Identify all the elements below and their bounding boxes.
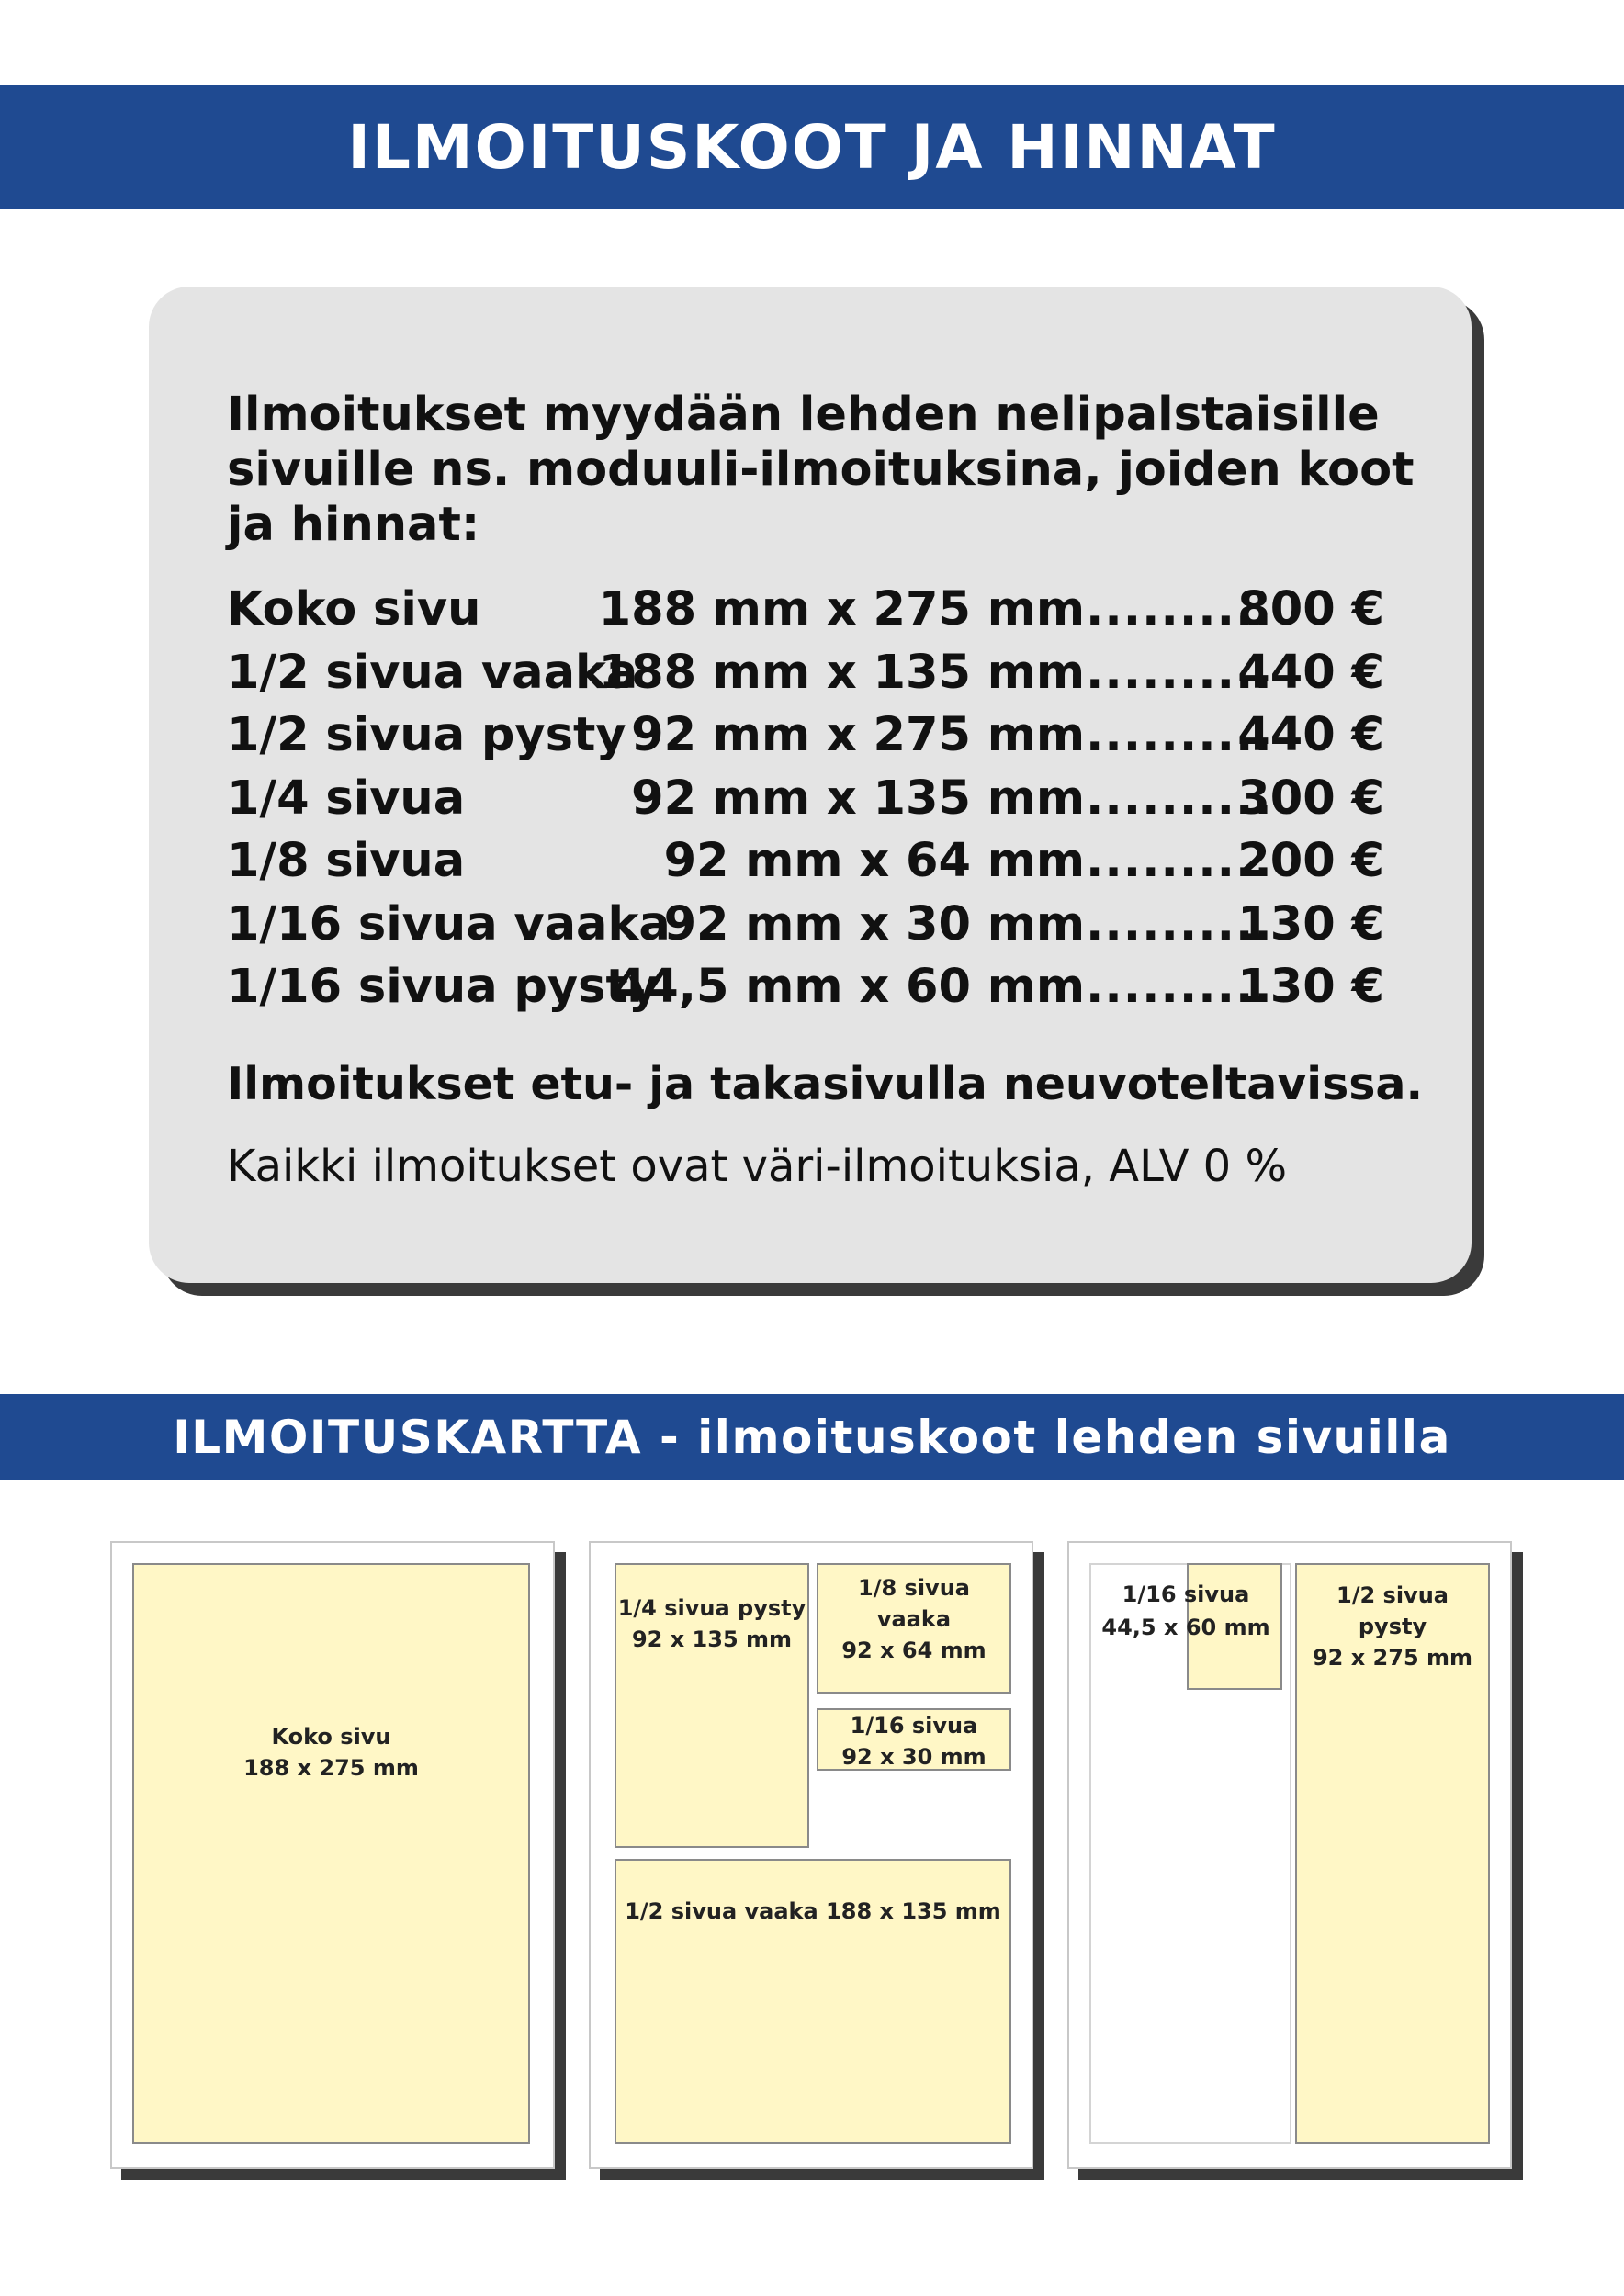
rate-price: 800 € [1237, 582, 1384, 636]
rate-row [227, 704, 1384, 768]
rate-leader: .......... [1086, 645, 1273, 700]
ad-half-horizontal [615, 1859, 1011, 2144]
ad-label: 1/4 sivua pysty [617, 1595, 806, 1621]
rate-price: 440 € [1237, 645, 1384, 700]
rate-size: 92 mm x 64 mm [663, 834, 1085, 888]
ad-size: 44,5 x 60 mm [1101, 1615, 1270, 1640]
ad-half-vertical [1295, 1563, 1490, 2144]
rate-leader: .......... [1086, 708, 1273, 762]
ad-label: 1/2 sivua vaaka 188 x 135 mm [625, 1898, 1001, 1924]
rate-row [227, 768, 1384, 831]
page-layout-mixed [589, 1541, 1033, 2169]
rate-row [227, 830, 1384, 894]
page-layout-full [110, 1541, 555, 2169]
rate-size: 44,5 mm x 60 mm [613, 960, 1085, 1014]
ad-label-2: pysty [1358, 1614, 1427, 1639]
ad-label: Koko sivu [271, 1724, 391, 1750]
intro-text: Ilmoitukset myydään lehden nelipalstaisille sivuille ns. moduuli-ilmoituksina, joiden koot ja hinnat: [227, 388, 1415, 552]
vat-note: Kaikki ilmoitukset ovat väri-ilmoituksia, ALV 0 % [227, 1141, 1288, 1192]
rate-list [227, 579, 1384, 1019]
rate-row [227, 579, 1384, 642]
rate-size: 92 mm x 275 mm [631, 708, 1085, 762]
rate-row [227, 956, 1384, 1019]
rate-row [227, 894, 1384, 957]
rate-leader: .......... [1086, 582, 1273, 636]
rate-label: 1/16 sivua pysty [227, 960, 660, 1014]
rate-leader: .......... [1086, 771, 1273, 826]
ad-label: 1/8 sivua vaaka [858, 1575, 970, 1632]
ad-label: 1/2 sivua [1336, 1582, 1449, 1608]
rate-label: 1/2 sivua pysty [227, 708, 626, 762]
ad-size: 188 x 275 mm [243, 1755, 419, 1781]
ad-label: 1/16 sivua [1122, 1581, 1250, 1607]
map-title: ILMOITUSKARTTA - ilmoituskoot lehden sivuilla [173, 1410, 1451, 1464]
ad-quarter-page [615, 1563, 809, 1848]
ad-size: 92 x 64 mm [841, 1638, 987, 1663]
rate-leader: .......... [1086, 896, 1273, 951]
rate-size: 92 mm x 135 mm [631, 771, 1085, 826]
pricing-box [149, 287, 1472, 1283]
rate-row [227, 642, 1384, 705]
rate-label: 1/2 sivua vaaka [227, 645, 638, 700]
ad-sixteenth-vertical-label [1089, 1578, 1282, 1644]
rate-size: 92 mm x 30 mm [663, 896, 1085, 951]
rate-price: 200 € [1237, 834, 1384, 888]
negotiable-note: Ilmoitukset etu- ja takasivulla neuvoteltavissa. [227, 1058, 1424, 1110]
page-title: ILMOITUSKOOT JA HINNAT [347, 112, 1277, 183]
rate-size: 188 mm x 275 mm [598, 582, 1085, 636]
rate-price: 130 € [1237, 896, 1384, 951]
title-banner [0, 85, 1624, 209]
ad-eighth-page [817, 1563, 1011, 1694]
rate-label: Koko sivu [227, 582, 481, 636]
ad-size: 92 x 135 mm [631, 1626, 793, 1652]
rate-label: 1/4 sivua [227, 771, 466, 826]
rate-price: 130 € [1237, 960, 1384, 1014]
rate-price: 440 € [1237, 708, 1384, 762]
ad-sixteenth-horizontal [817, 1708, 1011, 1771]
rate-leader: .......... [1086, 960, 1273, 1014]
rate-label: 1/16 sivua vaaka [227, 896, 671, 951]
rate-label: 1/8 sivua [227, 834, 466, 888]
rate-size: 188 mm x 135 mm [598, 645, 1085, 700]
map-banner [0, 1394, 1624, 1480]
rate-leader: .......... [1086, 834, 1273, 888]
ad-full-page [132, 1563, 530, 2144]
page-layout-vertical [1067, 1541, 1512, 2169]
ad-size: 92 x 30 mm [841, 1744, 987, 1770]
ad-label: 1/16 sivua [850, 1713, 978, 1739]
ad-size: 92 x 275 mm [1312, 1645, 1473, 1671]
rate-price: 300 € [1237, 771, 1384, 826]
